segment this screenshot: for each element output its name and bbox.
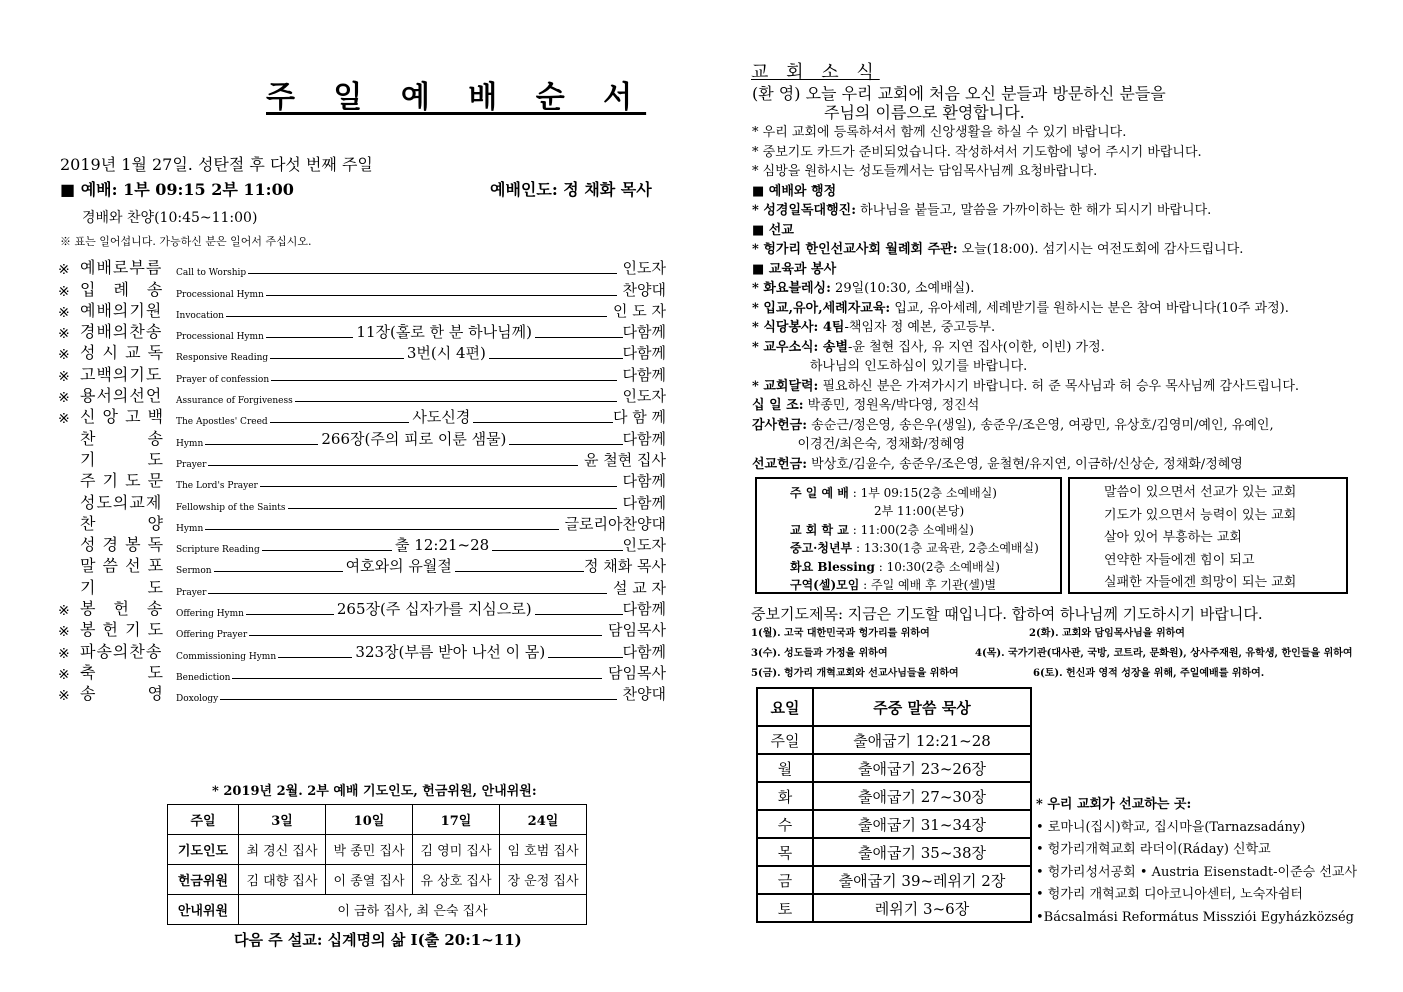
leader-line [489,358,623,359]
leader-line [214,571,343,572]
mission-item: • 헝가리 개혁교회 디아코니아센터, 노숙자쉼터 [1036,887,1303,903]
order-row [58,619,666,640]
leader-line [232,678,602,679]
welcome-line: (환 영) 오늘 우리 교회에 처음 오신 분들과 방문하신 분들을 [752,84,1166,103]
order-item-english: Processional Hymn [176,289,264,300]
order-item: 파송의찬송 [80,641,163,661]
order-detail: 여호와의 유월절 [345,557,452,576]
table-cell: 임 호범 집사 [500,835,587,865]
table-cell: 안내위원 [168,895,239,925]
order-person: 인도자 [622,536,667,555]
meditation-table [756,687,1032,923]
order-person: 인도자 [622,259,666,278]
table-header: 24일 [500,805,587,835]
stand-mark: ※ [58,368,70,385]
stand-mark: ※ [58,624,70,641]
order-item-english: Fellowship of the Saints [176,502,286,513]
leader-line [246,614,334,615]
leader-line [260,486,617,487]
order-row [58,683,666,704]
order-item-english: Responsive Reading [176,353,269,364]
leader-line [535,614,623,615]
leader-line [548,657,622,658]
stand-mark: ※ [58,688,70,705]
news-line: * 교우소식: 송별-윤 철현 집사, 유 지연 집사(이한, 이빈) 가정. [752,339,1105,355]
news-section: ■ 선교 [752,222,794,238]
order-row [58,449,666,470]
leader-line [271,380,616,381]
order-item-english: Commissioning Hymn [176,651,277,662]
mission-heading: * 우리 교회가 선교하는 곳: [1036,797,1192,812]
order-item: 주 기 도 문 [80,471,165,491]
order-person: 담임목사 [608,663,666,682]
order-item-english: Call to Worship [176,268,247,279]
leader-line [249,635,602,636]
order-row [58,363,666,384]
order-person: 설 교 자 [612,578,666,597]
order-row [58,406,666,427]
news-line: * 헝가리 한인선교사회 월례회 주관: 오늘(18:00). 섬기시는 여전도회에 감사드립니다. [752,242,1244,257]
order-person: 다함께 [622,344,666,363]
news-line: * 성경일독대행진: 하나님을 붙들고, 말씀을 가까이하는 한 해가 되시기 바랍니다. [752,203,1212,218]
table-cell: 출애굽기 31~34장 [813,810,1031,838]
mission-item: • 헝가리개혁교회 라더이(Ráday) 신학교 [1036,842,1271,858]
praise-time: 경배와 찬양(10:45~11:00) [82,210,258,226]
next-sermon: 다음 주 설교: 십계명의 삶 I(출 20:1~11) [234,931,522,949]
table-cell: 주일 [757,726,813,754]
leader-line [262,550,392,551]
news-list [752,121,1392,472]
table-cell: 출애굽기 39~레위기 2장 [813,866,1031,894]
leader-line [509,444,622,445]
order-item: 예배로부름 [80,258,163,278]
leader-line [270,358,404,359]
news-line: * 심방을 원하시는 성도들께서는 담임목사님께 요청바랍니다. [752,164,1098,179]
news-line: * 입교,유아,세례자교육: 입교, 유아세례, 세례받기를 원하시는 분은 참여 바랍니다(10주 과정). [752,300,1289,316]
order-person: 다함께 [622,323,666,342]
motto-line: 살아 있어 부흥하는 교회 [1104,530,1242,546]
table-cell: 수 [757,810,813,838]
order-item-english: Benediction [176,672,231,683]
prayer-list [751,624,1353,684]
news-section: ■ 예배와 행정 [752,183,837,199]
order-item: 경배의찬송 [80,322,163,342]
leader-line [266,295,617,296]
order-row [58,662,666,683]
table-cell: 출애굽기 35~38장 [813,838,1031,866]
order-item: 용서의선언 [80,386,163,406]
duty-heading: * 2019년 2월. 2부 예배 기도인도, 헌금위원, 안내위원: [212,784,537,799]
prayer-heading: 중보기도제목: 지금은 기도할 때입니다. 합하여 하나님께 기도하시기 바랍니다. [751,605,1263,623]
news-title: 교 회 소 식 [751,62,880,83]
leader-line [205,444,318,445]
stand-mark: ※ [58,390,70,407]
order-item: 성도의교제 [80,492,163,512]
leader-line [295,401,617,402]
order-item: 봉 헌 기 도 [80,620,165,640]
schedule-line: 2부 11:00(본당) [874,504,965,519]
order-item: 찬 송 [80,428,164,448]
order-of-worship [58,257,666,704]
order-item-english: The Apostles' Creed [176,417,268,428]
stand-mark: ※ [58,603,70,620]
table-cell: 기도인도 [168,835,239,865]
leader-line [270,422,410,423]
table-cell: 김 대향 집사 [239,865,326,895]
table-row [168,805,587,835]
order-person: 다함께 [622,493,666,512]
schedule-box [755,477,1062,594]
order-person: 인도자 [622,387,666,406]
mission-item: • 헝가리성서공회 • Austria Eisenstadt-이준승 선교사 [1036,864,1357,880]
news-line: * 식당봉사: 4팀-책임자 정 예본, 중고등부. [752,320,996,335]
order-person: 다함께 [622,642,666,661]
order-person: 찬양대 [622,280,666,299]
order-detail: 11장(홀로 한 분 하나님께) [356,323,532,342]
order-person: 다함께 [622,600,667,619]
order-item-english: Processional Hymn [176,332,264,343]
table-header: 주중 말씀 묵상 [813,688,1031,726]
order-row [58,300,666,321]
order-detail: 265장(주 십자가를 지심으로) [336,600,532,619]
table-row [757,810,1031,838]
order-row [58,470,666,491]
table-cell: 헌금위원 [168,865,239,895]
table-header: 17일 [413,805,500,835]
order-row [58,555,666,576]
offering-line: 감사헌금: 송순근/정은영, 송은우(생일), 송준우/조은영, 여광민, 유상호/김영미/예인, 유예인, [752,417,1274,433]
stand-mark: ※ [58,283,70,300]
leader-line [278,657,352,658]
order-item: 고백의기도 [80,364,163,384]
table-header: 주일 [168,805,239,835]
order-detail: 3번(시 4편) [406,344,486,363]
table-row [168,835,587,865]
schedule-line: 중고·청년부 : 13:30(1층 교육관, 2층소예배실) [790,541,1039,556]
service-date: 2019년 1월 27일. 성탄절 후 다섯 번째 주일 [60,155,373,174]
service-leader: 예배인도: 정 채화 목사 [490,180,652,199]
stand-mark: ※ [58,347,70,364]
order-item: 기 도 [80,577,164,597]
leader-line [220,699,616,700]
motto-line: 실패한 자들에겐 희망이 되는 교회 [1104,575,1297,591]
order-person: 정 채화 목사 [584,557,666,576]
table-cell: 김 영미 집사 [413,835,500,865]
table-cell: 금 [757,866,813,894]
table-header: 요일 [757,688,813,726]
order-person: 인 도 자 [612,301,666,320]
service-times: ■ 예배: 1부 09:15 2부 11:00 [60,180,294,199]
stand-mark: ※ [58,326,70,343]
table-row [757,754,1031,782]
table-cell: 출애굽기 23~26장 [813,754,1031,782]
order-item-english: Scripture Reading [176,545,260,556]
order-row [58,534,666,555]
order-item: 말 씀 선 포 [80,556,165,576]
prayer-row: 1(월). 고국 대한민국과 헝가리를 위하여 2(화). 교회와 담임목사님을 위하여 [751,628,1185,639]
order-item: 예배의기원 [80,300,163,320]
order-item-english: Invocation [176,310,224,321]
table-row [757,782,1031,810]
stand-mark: ※ [58,645,70,662]
table-cell: 이 금하 집사, 최 은숙 집사 [239,895,587,925]
leader-line [248,273,616,274]
news-line: 하나님의 인도하심이 있기를 바랍니다. [752,359,1028,374]
stand-mark: ※ [58,262,70,279]
leader-line [226,316,607,317]
table-cell: 유 상호 집사 [413,865,500,895]
motto-line: 기도가 있으면서 능력이 있는 교회 [1104,507,1297,523]
leader-line [455,571,584,572]
motto-line: 말씀이 있으면서 선교가 있는 교회 [1104,485,1297,500]
order-row [58,491,666,512]
offering-line: 이경건/최은숙, 정채화/정혜영 [752,437,966,452]
leader-line [266,337,354,338]
table-row [168,895,587,925]
schedule-line: 주 일 예 배 : 1부 09:15(2층 소예배실) [790,486,997,500]
table-cell: 화 [757,782,813,810]
order-item-english: Offering Prayer [176,630,248,641]
schedule-line: 교 회 학 교 : 11:00(2층 소예배실) [790,522,974,537]
order-item: 성 시 교 독 [80,343,165,363]
stand-mark: ※ [58,666,70,683]
order-row [58,321,666,342]
stand-mark: ※ [58,411,70,428]
order-person: 윤 철현 집사 [584,450,666,469]
order-detail: 사도신경 [412,408,471,427]
order-person: 다 함 께 [612,408,666,427]
schedule-line: 화요 Blessing : 10:30(2층 소예배실) [790,559,1000,574]
table-header: 3일 [239,805,326,835]
order-item-english: Offering Hymn [176,609,244,620]
prayer-row: 3(수). 성도들과 가정을 위하여 4(목). 국가기관(대사관, 국방, 코트라, 문화원), 상사주재원, 유학생, 한인들을 위하여 [751,648,1353,659]
table-cell: 박 종민 집사 [326,835,413,865]
order-item: 기 도 [80,449,164,469]
order-row [58,257,666,278]
order-person: 담임목사 [608,621,666,640]
offering-line: 선교헌금: 박상호/김윤수, 송준우/조은영, 윤철현/유지연, 이금하/신상순, 정채화/정혜영 [752,456,1243,472]
duty-table [167,804,587,925]
order-row [58,427,666,448]
leader-line [535,337,623,338]
order-item-english: Prayer [176,587,207,598]
order-item: 축 도 [80,662,164,682]
table-row [168,865,587,895]
mission-item: •Bácsalmási Református Missziói Egyházközség [1036,909,1354,925]
table-cell: 레위기 3~6장 [813,894,1031,922]
table-row [757,726,1031,754]
news-line: * 교회달력: 필요하신 분은 가져가시기 바랍니다. 허 준 목사님과 허 승우 목사님께 감사드립니다. [752,378,1300,394]
order-item-english: Assurance of Forgiveness [176,396,293,407]
order-row [58,640,666,661]
news-section: ■ 교육과 봉사 [752,261,837,277]
order-item: 성 경 봉 독 [80,535,165,555]
order-row [58,385,666,406]
order-item-english: Hymn [176,438,204,449]
order-item: 송 영 [80,684,164,704]
table-row [757,894,1031,922]
welcome-line: 주님의 이름으로 환영합니다. [824,103,1025,122]
schedule-line: 구역(셀)모임 : 주일 예배 후 기관(셀)별 [790,578,997,593]
table-row [757,688,1031,726]
news-line: * 중보기도 카드가 준비되었습니다. 작성하셔서 기도함에 넣어 주시기 바랍니다. [752,144,1202,160]
order-row [58,513,666,534]
order-row [58,576,666,597]
order-row [58,598,666,619]
table-cell: 월 [757,754,813,782]
order-person: 찬양대 [622,685,666,704]
order-item-english: The Lord's Prayer [176,481,258,492]
table-cell: 이 종열 집사 [326,865,413,895]
leader-line [208,465,578,466]
order-row [58,278,666,299]
order-detail: 출 12:21~28 [395,536,490,555]
order-item: 봉 헌 송 [80,599,164,619]
table-cell: 목 [757,838,813,866]
order-person: 다함께 [622,429,666,448]
mission-item: • 로마니(집시)학교, 집시마을(Tarnazsadány) [1036,819,1306,835]
news-line: * 화요블레싱: 29일(10:30, 소예배실). [752,281,975,296]
stand-note: ※ 표는 일어섭니다. 가능하신 분은 일어서 주십시오. [60,235,312,248]
order-item: 찬 양 [80,513,164,533]
offering-line: 십 일 조: 박종민, 정원옥/박다영, 정진석 [752,398,980,413]
order-person: 다함께 [622,472,666,491]
table-cell: 최 경신 집사 [239,835,326,865]
table-cell: 출애굽기 27~30장 [813,782,1031,810]
motto-line: 연약한 자들에겐 힘이 되고 [1104,552,1255,568]
welcome-message [752,84,1166,122]
leader-line [208,593,607,594]
order-row [58,342,666,363]
order-item: 신 앙 고 백 [80,407,165,427]
mission-list [1036,794,1357,930]
order-item-english: Doxology [176,694,219,705]
prayer-row: 5(금). 헝가리 개혁교회와 선교사님들을 위하여 6(토). 헌신과 영적 성장을 위해, 주일예배를 위하여. [751,668,1265,679]
order-detail: 266장(주의 피로 이룬 샘물) [321,429,507,448]
leader-line [205,529,558,530]
order-detail: 323장(부름 받아 나선 이 몸) [355,642,546,661]
order-item: 입 례 송 [80,279,164,299]
table-header: 10일 [326,805,413,835]
order-item-english: Prayer of confession [176,374,270,385]
order-item-english: Hymn [176,523,204,534]
table-cell: 장 운정 집사 [500,865,587,895]
church-motto-box [1068,477,1348,594]
news-line: * 우리 교회에 등록하셔서 함께 신앙생활을 하실 수 있기 바랍니다. [752,125,1127,140]
leader-line [492,550,622,551]
order-person: 글로리아찬양대 [564,514,666,533]
leader-line [473,422,613,423]
order-person: 다함께 [622,365,666,384]
order-item-english: Prayer [176,459,207,470]
page-title: 주 일 예 배 순 서 [266,80,647,115]
stand-mark: ※ [58,304,70,321]
table-row [757,866,1031,894]
table-cell: 출애굽기 12:21~28 [813,726,1031,754]
leader-line [288,508,617,509]
table-row [757,838,1031,866]
table-cell: 토 [757,894,813,922]
order-item-english: Sermon [176,566,212,577]
